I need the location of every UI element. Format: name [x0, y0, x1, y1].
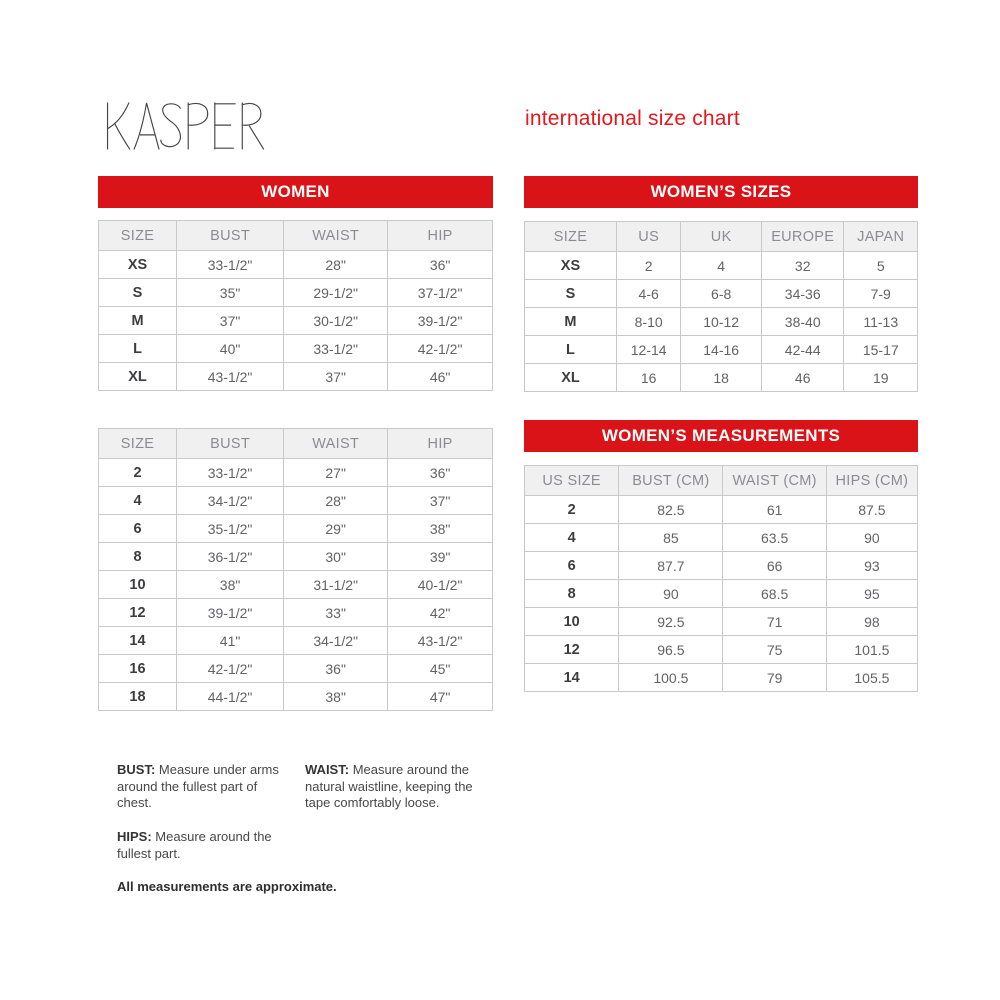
table-row [99, 515, 493, 543]
value-cell: 42-1/2" [177, 655, 284, 683]
value-cell: 19 [844, 364, 918, 392]
value-cell: 10-12 [681, 308, 762, 336]
size-cell: 18 [99, 683, 177, 711]
value-cell: 98 [826, 608, 917, 636]
size-cell: 10 [525, 608, 619, 636]
value-cell: 42" [388, 599, 493, 627]
value-cell: 34-1/2" [284, 627, 388, 655]
value-cell: 34-36 [761, 280, 844, 308]
value-cell: 90 [826, 524, 917, 552]
value-cell: 43-1/2" [388, 627, 493, 655]
column-header: US SIZE [525, 466, 619, 496]
value-cell: 90 [619, 580, 723, 608]
column-header: JAPAN [844, 222, 918, 252]
value-cell: 30-1/2" [284, 307, 388, 335]
column-header: SIZE [525, 222, 617, 252]
value-cell: 4 [681, 252, 762, 280]
size-cell: 14 [525, 664, 619, 692]
table-row [99, 307, 493, 335]
size-cell: 4 [99, 487, 177, 515]
value-cell: 96.5 [619, 636, 723, 664]
column-header: BUST (CM) [619, 466, 723, 496]
column-header: BUST [177, 221, 284, 251]
size-cell: S [525, 280, 617, 308]
bust-note-label: BUST: [117, 762, 156, 777]
value-cell: 100.5 [619, 664, 723, 692]
approximate-disclaimer: All measurements are approximate. [117, 879, 337, 895]
value-cell: 32 [761, 252, 844, 280]
size-cell: M [525, 308, 617, 336]
table-row [99, 599, 493, 627]
page-title: international size chart [525, 107, 740, 130]
value-cell: 12-14 [616, 336, 680, 364]
size-cell: 4 [525, 524, 619, 552]
table-row [99, 655, 493, 683]
measurement-notes [117, 762, 479, 896]
waist-note [305, 762, 479, 812]
value-cell: 8-10 [616, 308, 680, 336]
size-cell: L [525, 336, 617, 364]
value-cell: 66 [723, 552, 826, 580]
value-cell: 15-17 [844, 336, 918, 364]
kasper-logo-art [104, 98, 268, 154]
value-cell: 87.7 [619, 552, 723, 580]
table-row [525, 524, 918, 552]
size-cell: 6 [99, 515, 177, 543]
column-header: WAIST [284, 429, 388, 459]
value-cell: 61 [723, 496, 826, 524]
value-cell: 28" [284, 487, 388, 515]
value-cell: 2 [616, 252, 680, 280]
column-header: SIZE [99, 221, 177, 251]
column-header: SIZE [99, 429, 177, 459]
value-cell: 79 [723, 664, 826, 692]
header-row [99, 221, 493, 251]
size-cell: 12 [99, 599, 177, 627]
women-banner: WOMEN [98, 176, 493, 208]
value-cell: 36-1/2" [177, 543, 284, 571]
value-cell: 28" [284, 251, 388, 279]
value-cell: 93 [826, 552, 917, 580]
value-cell: 33-1/2" [177, 459, 284, 487]
value-cell: 27" [284, 459, 388, 487]
value-cell: 45" [388, 655, 493, 683]
column-header: WAIST (CM) [723, 466, 826, 496]
left-column [98, 176, 493, 711]
value-cell: 18 [681, 364, 762, 392]
value-cell: 29-1/2" [284, 279, 388, 307]
value-cell: 41" [177, 627, 284, 655]
women-numeric-size-table [98, 428, 493, 711]
table-row [99, 279, 493, 307]
column-header: WAIST [284, 221, 388, 251]
value-cell: 39-1/2" [177, 599, 284, 627]
bust-note-text: Measure under arms around the fullest part of chest. [117, 762, 279, 811]
value-cell: 36" [388, 459, 493, 487]
international-sizes-table [524, 221, 918, 392]
value-cell: 38" [284, 683, 388, 711]
hips-note-label: HIPS: [117, 828, 152, 844]
value-cell: 37" [388, 487, 493, 515]
value-cell: 40" [177, 335, 284, 363]
value-cell: 46" [388, 363, 493, 391]
value-cell: 34-1/2" [177, 487, 284, 515]
hips-note [117, 829, 293, 862]
table-row [525, 336, 918, 364]
column-header: UK [681, 222, 762, 252]
value-cell: 42-44 [761, 336, 844, 364]
table-row [99, 487, 493, 515]
right-column [524, 176, 918, 692]
value-cell: 38-40 [761, 308, 844, 336]
value-cell: 7-9 [844, 280, 918, 308]
value-cell: 38" [177, 571, 284, 599]
table-row [99, 627, 493, 655]
value-cell: 63.5 [723, 524, 826, 552]
column-header: HIPS (CM) [826, 466, 917, 496]
size-cell: XL [99, 363, 177, 391]
value-cell: 35" [177, 279, 284, 307]
value-cell: 85 [619, 524, 723, 552]
value-cell: 14-16 [681, 336, 762, 364]
bust-note [117, 762, 293, 812]
table-row [99, 459, 493, 487]
value-cell: 39" [388, 543, 493, 571]
value-cell: 37-1/2" [388, 279, 493, 307]
size-cell: XS [525, 252, 617, 280]
size-cell: L [99, 335, 177, 363]
size-cell: XS [99, 251, 177, 279]
value-cell: 36" [388, 251, 493, 279]
hips-note-text: Measure around the fullest part. [117, 828, 272, 861]
value-cell: 44-1/2" [177, 683, 284, 711]
value-cell: 92.5 [619, 608, 723, 636]
value-cell: 6-8 [681, 280, 762, 308]
value-cell: 38" [388, 515, 493, 543]
size-cell: S [99, 279, 177, 307]
column-header: HIP [388, 221, 493, 251]
value-cell: 33" [284, 599, 388, 627]
womens-sizes-banner: WOMEN’S SIZES [524, 176, 918, 208]
value-cell: 33-1/2" [284, 335, 388, 363]
value-cell: 42-1/2" [388, 335, 493, 363]
table-row [99, 363, 493, 391]
table-row [525, 664, 918, 692]
value-cell: 37" [284, 363, 388, 391]
size-cell: 6 [525, 552, 619, 580]
value-cell: 11-13 [844, 308, 918, 336]
table-row [525, 252, 918, 280]
value-cell: 46 [761, 364, 844, 392]
value-cell: 39-1/2" [388, 307, 493, 335]
value-cell: 87.5 [826, 496, 917, 524]
value-cell: 36" [284, 655, 388, 683]
table-row [525, 552, 918, 580]
kasper-logo [104, 98, 268, 154]
value-cell: 47" [388, 683, 493, 711]
size-cell: 2 [525, 496, 619, 524]
table-row [525, 580, 918, 608]
value-cell: 95 [826, 580, 917, 608]
size-cell: 12 [525, 636, 619, 664]
size-cell: 2 [99, 459, 177, 487]
value-cell: 31-1/2" [284, 571, 388, 599]
value-cell: 5 [844, 252, 918, 280]
table-row [525, 496, 918, 524]
measurements-cm-table [524, 465, 918, 692]
value-cell: 30" [284, 543, 388, 571]
waist-note-text: Measure around the natural waistline, keeping the tape comfortably loose. [305, 762, 473, 811]
value-cell: 37" [177, 307, 284, 335]
table-row [525, 308, 918, 336]
column-header: HIP [388, 429, 493, 459]
table-row [525, 608, 918, 636]
header-row [525, 466, 918, 496]
women-letter-size-table [98, 220, 493, 391]
table-row [99, 543, 493, 571]
value-cell: 105.5 [826, 664, 917, 692]
size-cell: 14 [99, 627, 177, 655]
header-row [99, 429, 493, 459]
size-cell: M [99, 307, 177, 335]
table-row [99, 571, 493, 599]
table-row [525, 364, 918, 392]
column-header: EUROPE [761, 222, 844, 252]
column-header: BUST [177, 429, 284, 459]
value-cell: 101.5 [826, 636, 917, 664]
size-cell: 16 [99, 655, 177, 683]
value-cell: 71 [723, 608, 826, 636]
table-row [525, 280, 918, 308]
value-cell: 68.5 [723, 580, 826, 608]
table-row [99, 335, 493, 363]
value-cell: 75 [723, 636, 826, 664]
column-header: US [616, 222, 680, 252]
value-cell: 16 [616, 364, 680, 392]
value-cell: 29" [284, 515, 388, 543]
header-row [525, 222, 918, 252]
value-cell: 33-1/2" [177, 251, 284, 279]
table-row [99, 251, 493, 279]
value-cell: 43-1/2" [177, 363, 284, 391]
value-cell: 35-1/2" [177, 515, 284, 543]
table-row [99, 683, 493, 711]
size-cell: 8 [99, 543, 177, 571]
value-cell: 4-6 [616, 280, 680, 308]
size-cell: XL [525, 364, 617, 392]
size-cell: 10 [99, 571, 177, 599]
value-cell: 40-1/2" [388, 571, 493, 599]
size-cell: 8 [525, 580, 619, 608]
womens-measurements-banner: WOMEN’S MEASUREMENTS [524, 420, 918, 452]
value-cell: 82.5 [619, 496, 723, 524]
table-row [525, 636, 918, 664]
waist-note-label: WAIST: [305, 762, 350, 777]
